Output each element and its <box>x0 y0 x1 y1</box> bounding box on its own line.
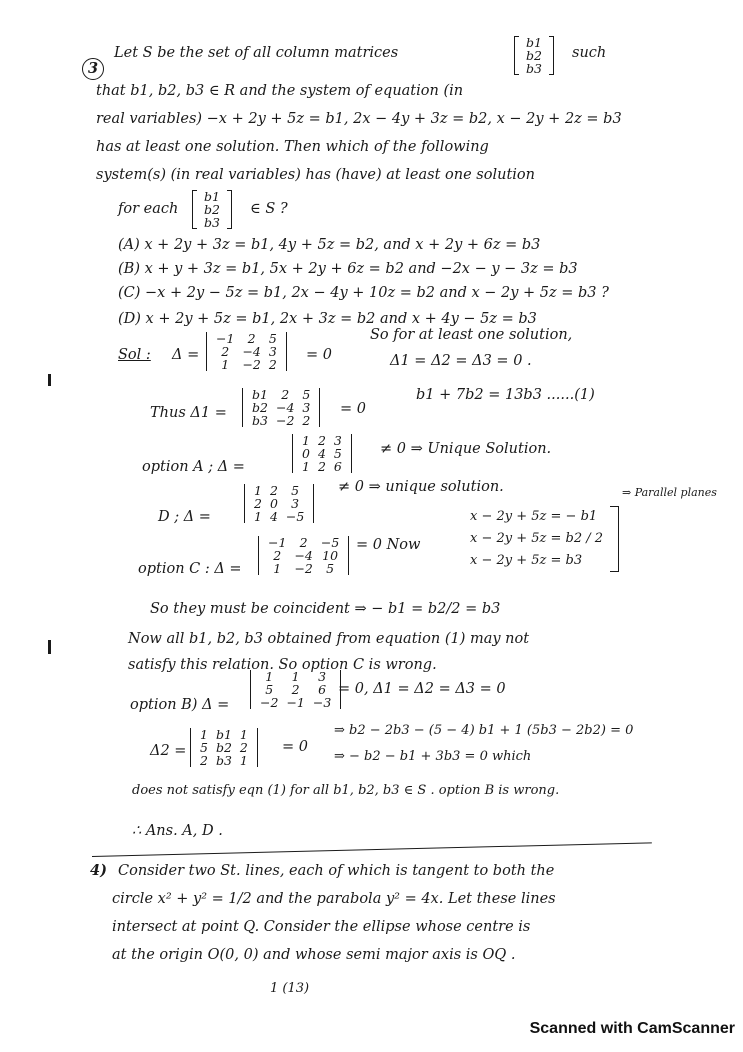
determinant-entry: b1 <box>252 387 268 402</box>
determinant-entry: 3 <box>291 496 300 511</box>
q3-line6-post: ∈ S ? <box>250 201 288 217</box>
determinant-entry: 1 <box>254 483 262 498</box>
determinant-entry: 2 <box>247 331 256 346</box>
q3-option-c: (C) −x + 2y − 5z = b1, 2x − 4y + 10z = b2 and x − 2y + 5z = b3 ? <box>118 285 609 301</box>
delta2-label: Δ2 = <box>150 743 187 759</box>
determinant-entry: −3 <box>312 695 332 710</box>
determinant-entry: b3 <box>215 753 232 768</box>
determinant-entry: 2 <box>291 682 300 697</box>
solution-label: Sol : <box>118 347 151 363</box>
solution-note-2: Δ1 = Δ2 = Δ3 = 0 . <box>390 353 532 369</box>
thus-delta1: Thus Δ1 = <box>150 405 227 421</box>
det2-zero: = 0 <box>340 401 366 417</box>
determinant-2 <box>242 388 320 427</box>
q4-number: 4) <box>90 862 107 879</box>
determinant-entry: 1 <box>254 509 262 524</box>
determinant-entry: 2 <box>221 344 230 359</box>
determinant-entry: b1 <box>215 727 232 742</box>
determinant-entry: −2 <box>260 695 279 710</box>
determinant-entry: −5 <box>285 509 305 524</box>
determinant-entry: 2 <box>302 413 311 428</box>
determinant-entry: 2 <box>268 357 277 372</box>
matrix-entry: b3 <box>204 215 220 230</box>
q3-option-a: (A) x + 2y + 3z = b1, 4y + 5z = b2, and x + 2y + 6z = b3 <box>118 237 541 253</box>
option-b-result: = 0, Δ1 = Δ2 = Δ3 = 0 <box>338 681 506 697</box>
determinant-entry: 3 <box>268 344 277 359</box>
column-matrix-2 <box>192 190 232 229</box>
determinant-entry: 1 <box>291 669 300 684</box>
determinant-entry: 2 <box>239 740 248 755</box>
determinant-entry: 2 <box>273 548 282 563</box>
determinant-entry: 2 <box>281 387 290 402</box>
determinant-entry: −5 <box>320 535 340 550</box>
determinant-entry: 2 <box>317 433 326 448</box>
answer-line: ∴ Ans. A, D . <box>132 823 223 839</box>
scan-mark-2 <box>48 640 51 654</box>
determinant-entry: 0 <box>302 446 310 461</box>
determinant-entry: 2 <box>269 483 278 498</box>
determinant-entry: 1 <box>221 357 230 372</box>
q3-line1-end: such <box>572 45 607 61</box>
q4-line2: circle x² + y² = 1/2 and the parabola y² = 4x. Let these lines <box>112 891 556 907</box>
expand-line-1: ⇒ b2 − 2b3 − (5 − 4) b1 + 1 (5b3 − 2b2) = 0 <box>334 723 634 738</box>
planes-bracket <box>610 506 619 572</box>
q3-number: 3 <box>82 58 104 80</box>
determinant-entry: −1 <box>216 331 235 346</box>
determinant-entry: 3 <box>333 433 342 448</box>
plane-3: x − 2y + 5z = b3 <box>470 553 583 568</box>
determinant-entry: 5 <box>326 561 335 576</box>
relation-1: b1 + 7b2 = 13b3 ......(1) <box>416 387 595 403</box>
determinant-entry: b2 <box>252 400 268 415</box>
q3-line1: Let S be the set of all column matrices <box>114 45 399 61</box>
scan-mark-1 <box>48 374 51 386</box>
determinant-entry: 0 <box>269 496 278 511</box>
now-line: Now all b1, b2, b3 obtained from equation (1) may not <box>128 631 530 647</box>
q4-line1: Consider two St. lines, each of which is tangent to both the <box>118 863 555 879</box>
delta2-zero: = 0 <box>282 739 308 755</box>
solution-delta: Δ = <box>172 347 200 363</box>
determinant-entry: 1 <box>239 727 248 742</box>
determinant-entry: 6 <box>318 682 327 697</box>
q3-line3: real variables) −x + 2y + 5z = b1, 2x − 4y + 3z = b2, x − 2y + 2z = b3 <box>96 111 622 127</box>
determinant-entry: 3 <box>318 669 327 684</box>
determinant-1 <box>206 332 287 371</box>
determinant-entry: −4 <box>242 344 261 359</box>
solution-note-1: So for at least one solution, <box>370 327 573 343</box>
determinant-entry: 2 <box>200 753 208 768</box>
option-c-label: option C : Δ = <box>138 561 242 577</box>
option-a-label: option A ; Δ = <box>142 459 245 475</box>
matrix-entry: b2 <box>204 202 220 217</box>
column-matrix <box>514 36 554 75</box>
determinant-delta2 <box>190 728 258 767</box>
determinant-entry: 10 <box>322 548 339 563</box>
determinant-entry: 5 <box>268 331 277 346</box>
plane-2: x − 2y + 5z = b2 / 2 <box>470 531 604 546</box>
camscanner-watermark: Scanned with CamScanner <box>529 1020 735 1037</box>
determinant-entry: 2 <box>299 535 308 550</box>
determinant-entry: −2 <box>294 561 313 576</box>
q3-line5: system(s) (in real variables) has (have) at least one solution <box>96 167 535 183</box>
expand-line-2: ⇒ − b2 − b1 + 3b3 = 0 which <box>334 749 532 764</box>
determinant-entry: 2 <box>317 459 326 474</box>
matrix-entry: b3 <box>526 61 542 76</box>
determinant-c <box>258 536 349 575</box>
determinant-entry: 1 <box>273 561 282 576</box>
q4-line4: at the origin O(0, 0) and whose semi major axis is OQ . <box>112 947 516 963</box>
option-c-mid: = 0 Now <box>356 537 421 553</box>
parallel-planes-label: ⇒ Parallel planes <box>622 486 717 499</box>
plane-1: x − 2y + 5z = − b1 <box>470 509 598 524</box>
q4-line3: intersect at point Q. Consider the ellipse whose centre is <box>112 919 531 935</box>
coincident-line: So they must be coincident ⇒ − b1 = b2/2 = b3 <box>150 601 501 617</box>
determinant-entry: 4 <box>269 509 278 524</box>
determinant-entry: −4 <box>294 548 313 563</box>
determinant-b <box>250 670 341 709</box>
determinant-entry: −2 <box>275 413 295 428</box>
determinant-entry: b3 <box>252 413 268 428</box>
determinant-entry: 4 <box>317 446 326 461</box>
q3-line6-pre: for each <box>118 201 179 217</box>
separator-line <box>92 842 652 857</box>
q3-option-b: (B) x + y + 3z = b1, 5x + 2y + 6z = b2 and −2x − y − 3z = b3 <box>118 261 578 277</box>
determinant-entry: 5 <box>291 483 300 498</box>
determinant-entry: −2 <box>242 357 261 372</box>
determinant-entry: −1 <box>268 535 287 550</box>
satisfy-line: satisfy this relation. So option C is wrong. <box>128 657 437 673</box>
determinant-entry: 6 <box>333 459 342 474</box>
determinant-entry: −1 <box>286 695 305 710</box>
determinant-entry: 1 <box>239 753 248 768</box>
determinant-entry: 2 <box>254 496 262 511</box>
option-d-label: D ; Δ = <box>158 509 211 525</box>
matrix-entry: b2 <box>526 48 542 63</box>
option-a-result: ≠ 0 ⇒ Unique Solution. <box>380 441 552 457</box>
determinant-entry: 1 <box>302 433 310 448</box>
determinant-entry: −4 <box>275 400 295 415</box>
option-b-wrong: does not satisfy eqn (1) for all b1, b2, b3 ∈ S . option B is wrong. <box>132 783 560 798</box>
determinant-entry: 3 <box>302 400 311 415</box>
det1-zero: = 0 <box>306 347 332 363</box>
q3-line2: that b1, b2, b3 ∈ R and the system of equation (in <box>96 83 464 99</box>
determinant-entry: 1 <box>200 727 208 742</box>
determinant-entry: 5 <box>200 740 208 755</box>
determinant-entry: 1 <box>265 669 274 684</box>
q3-option-d: (D) x + 2y + 5z = b1, 2x + 3z = b2 and x + 4y − 5z = b3 <box>118 311 537 327</box>
determinant-d <box>244 484 314 523</box>
determinant-entry: 5 <box>302 387 311 402</box>
matrix-entry: b1 <box>526 35 542 50</box>
q3-line4: has at least one solution. Then which of the following <box>96 139 489 155</box>
matrix-entry: b1 <box>204 189 220 204</box>
option-b-label: option B) Δ = <box>130 697 230 713</box>
determinant-entry: 5 <box>265 682 274 697</box>
determinant-entry: 1 <box>302 459 310 474</box>
determinant-entry: 5 <box>333 446 342 461</box>
page-number: 1 (13) <box>270 981 310 996</box>
option-d-result: ≠ 0 ⇒ unique solution. <box>338 479 504 495</box>
determinant-a <box>292 434 352 473</box>
determinant-entry: b2 <box>215 740 232 755</box>
